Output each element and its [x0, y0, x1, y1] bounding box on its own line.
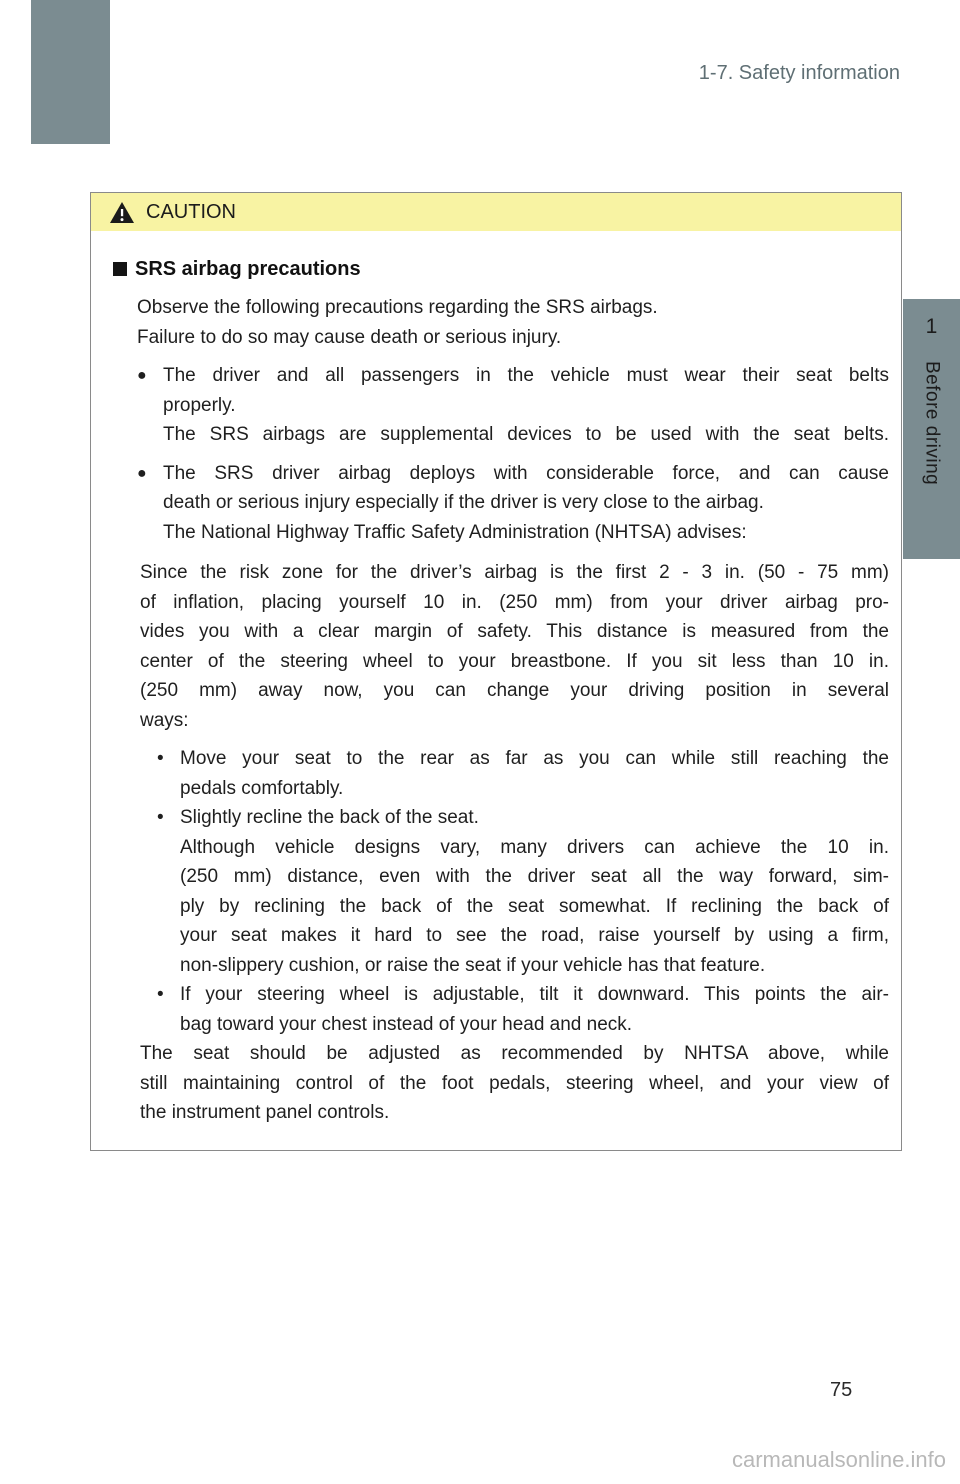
caution-header [91, 193, 901, 231]
list-item [137, 361, 889, 450]
text-line: center of the steering wheel to your breastbone. If you sit less than 10 in. [140, 650, 889, 672]
text-line: of inflation, placing yourself 10 in. (250 mm) from your driver airbag pro- [140, 591, 889, 613]
list-item [157, 803, 889, 980]
text-lines [137, 293, 889, 352]
text-lines [163, 361, 889, 450]
corner-decoration-bar [31, 0, 110, 144]
text-line: Slightly recline the back of the seat. [180, 807, 479, 828]
text-line: bag toward your chest instead of your head and neck. [180, 1013, 633, 1035]
text-line: The SRS airbags are supplemental devices to be used with the seat belts. [163, 424, 889, 445]
text-line: The driver and all passengers in the vehicle must wear their seat belts [163, 365, 889, 386]
bullet-marker: ● [137, 464, 147, 482]
text-line: Move your seat to the rear as far as you can while still reaching the [180, 748, 889, 769]
caution-box [90, 192, 902, 1151]
chapter-side-tab [903, 299, 960, 559]
page-number: 75 [830, 1379, 853, 1401]
text-lines [180, 744, 889, 803]
list-item [157, 744, 889, 803]
text-lines [180, 803, 889, 980]
caution-title: CAUTION [146, 200, 236, 223]
caution-content [113, 293, 889, 1128]
chapter-number: 1 [925, 315, 938, 338]
text-lines [140, 558, 889, 735]
list-item [157, 980, 889, 1039]
sub-bullet-marker: • [157, 984, 164, 1005]
paragraph [140, 558, 889, 735]
caution-body [91, 231, 901, 1150]
paragraph [140, 1039, 889, 1128]
bullet-marker: ● [137, 367, 147, 384]
running-header: 1-7. Safety information [698, 62, 900, 84]
text-lines [163, 459, 889, 548]
text-line: Since the risk zone for the driver’s airbag is the first 2 - 3 in. (50 - 75 mm) [140, 562, 889, 583]
text-line: The National Highway Traffic Safety Administration (NHTSA) advises: [163, 521, 747, 543]
section-heading-text: SRS airbag precautions [135, 258, 361, 280]
sub-bullet-marker: • [157, 807, 164, 828]
text-line: The seat should be adjusted as recommended by NHTSA above, while [140, 1043, 889, 1064]
text-line: the instrument panel controls. [140, 1102, 390, 1123]
square-bullet-icon [113, 262, 127, 276]
text-line: ply by reclining the back of the seat somewhat. If reclining the back of [180, 895, 889, 917]
text-lines [140, 1039, 889, 1128]
text-line: non-slippery cushion, or raise the seat if your vehicle has that feature. [180, 954, 766, 976]
text-line: death or serious injury especially if the driver is very close to the airbag. [163, 492, 764, 513]
text-line: The SRS driver airbag deploys with considerable force, and can cause [163, 462, 889, 484]
text-line: pedals comfortably. [180, 777, 344, 799]
text-line: Although vehicle designs vary, many drivers can achieve the 10 in. [180, 836, 889, 858]
text-line: (250 mm) away now, you can change your driving position in several [140, 680, 889, 701]
list-item [137, 459, 889, 548]
text-line: Observe the following precautions regarding the SRS airbags. [137, 297, 658, 318]
text-line: properly. [163, 394, 236, 416]
text-line: still maintaining control of the foot pedals, steering wheel, and your view of [140, 1072, 889, 1094]
text-line: ways: [140, 709, 189, 731]
watermark-text: carmanualsonline.info [731, 1447, 946, 1472]
warning-triangle-icon [109, 201, 135, 224]
sub-bullet-marker: • [157, 748, 164, 769]
paragraph [137, 293, 889, 352]
text-line: If your steering wheel is adjustable, tilt it downward. This points the air- [180, 984, 889, 1005]
text-lines [180, 980, 889, 1039]
chapter-tab-label: Before driving [921, 361, 943, 486]
text-line: (250 mm) distance, even with the driver seat all the way forward, sim- [180, 866, 889, 887]
text-line: Failure to do so may cause death or serious injury. [137, 326, 562, 348]
section-heading [113, 257, 889, 281]
text-line: vides you with a clear margin of safety. This distance is measured from the [140, 621, 889, 642]
text-line: your seat makes it hard to see the road, raise yourself by using a firm, [180, 925, 889, 946]
